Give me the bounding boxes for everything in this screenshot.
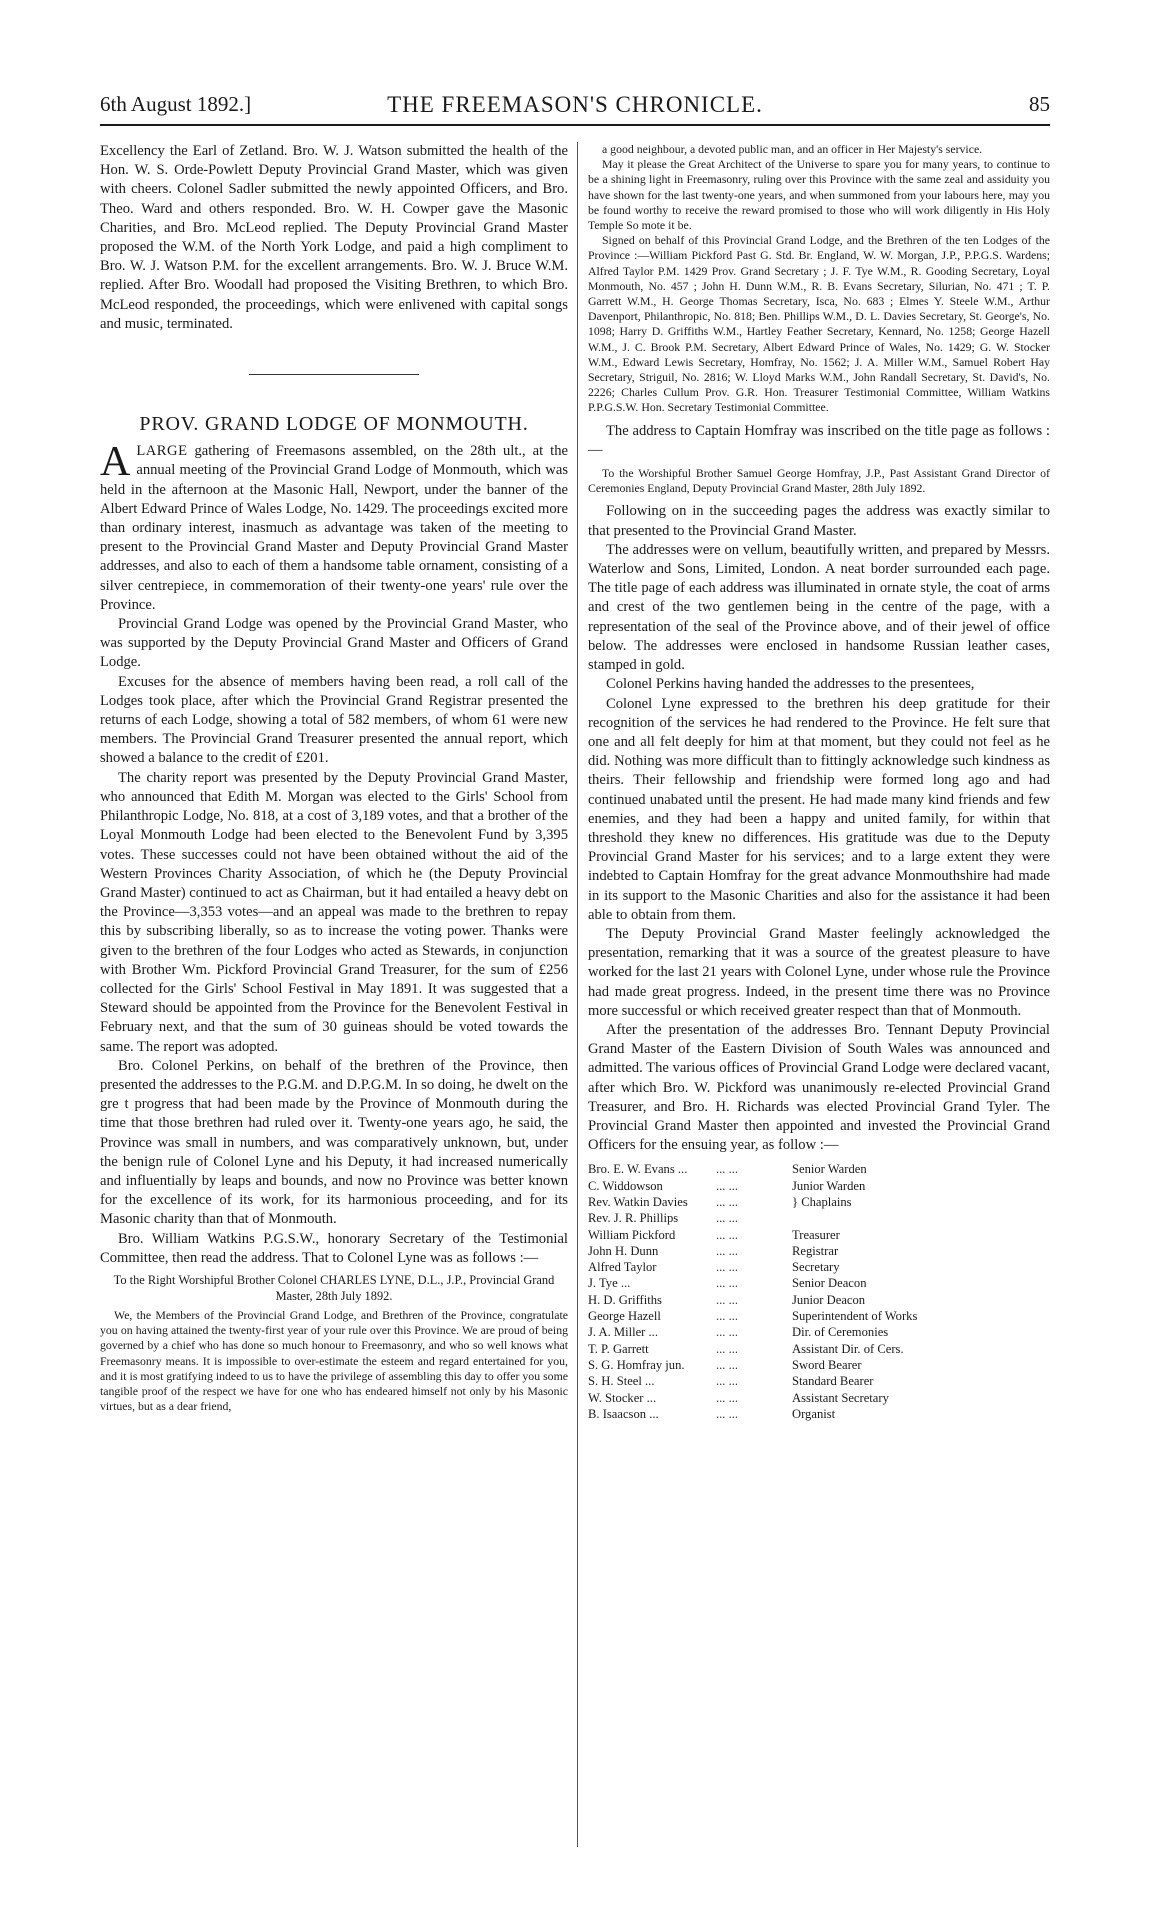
leader-dots: ... ... (716, 1276, 739, 1291)
officer-office: Junior Warden (792, 1178, 866, 1193)
left-column (100, 142, 568, 1414)
officer-row (588, 1292, 1050, 1308)
homfray-heading-block (588, 466, 1050, 496)
officer-office: Senior Warden (792, 1162, 867, 1177)
officer-office (792, 1210, 1050, 1226)
leader-dots: ... ... (716, 1374, 739, 1389)
officer-row (588, 1308, 1050, 1324)
drop-cap: A (100, 439, 131, 486)
article-paragraph: The address to Captain Homfray was inscribed on the title page as follows :— (588, 422, 1050, 458)
leader-dots: ... ... (716, 1243, 739, 1258)
section-separator (249, 374, 419, 375)
officer-name: Bro. E. W. Evans ... (588, 1162, 688, 1177)
officer-name: Alfred Taylor (588, 1260, 657, 1275)
officer-row (588, 1259, 1050, 1275)
right-column (588, 142, 1050, 1422)
leader-dots: ... ... (716, 1162, 739, 1177)
officer-row (588, 1243, 1050, 1259)
officer-name: John H. Dunn (588, 1243, 659, 1258)
section-heading: PROV. GRAND LODGE OF MONMOUTH. (139, 413, 529, 436)
officer-name: S. G. Homfray jun. (588, 1357, 685, 1372)
article-paragraph: The addresses were on vellum, beautifully written, and prepared by Messrs. Waterlow and Sons, Limited, London. A neat border surrounded each page. The title page of each address was illuminated in ornate style, the coat of arms and crest of the two gentlemen being in the centre of the page, with a representation of the seal of the Province above, and of their jewel of office below. The addresses were enclosed in handsome Russian leather cases, stamped in gold. (588, 541, 1050, 674)
lead-paragraph (100, 439, 568, 615)
officer-row (588, 1390, 1050, 1406)
homfray-heading: To the Worshipful Brother Samuel George Homfray, J.P., Past Assistant Grand Director of Ceremonies England, Deputy Provincial Grand Master, 28th July 1892. (588, 466, 1050, 496)
lead-text: gathering of Freemasons assembled, on the 28th ult., at the annual meeting of the Provincial Grand Lodge of Monmouth, which was held in the afternoon at the Masonic Hall, Newport, under the banner of the Albert Edward Prince of Wales Lodge, No. 1429. The proceedings excited more than ordinary interest, inasmuch as advantage was taken of the meeting to present to the Provincial Grand Master and Deputy Provincial Grand Master addresses, and also to each of them a handsome table ornament, consisting of a silver centrepiece, in commemoration of their twenty-one years' rule over the Province. (100, 443, 568, 613)
officer-office: Registrar (792, 1243, 839, 1258)
leader-dots: ... ... (716, 1292, 739, 1307)
officer-office: Junior Deacon (792, 1292, 866, 1307)
address-block (100, 1308, 568, 1414)
leader-dots: ... ... (716, 1325, 739, 1340)
article-paragraph: The charity report was presented by the Deputy Provincial Grand Master, who announced that Edith M. Morgan was elected to the Girls' School from Philanthropic Lodge, No. 818, at a cost of 3,189 votes, and that a brother of the Loyal Monmouth Lodge had been elected to the Benevolent Fund by 3,395 votes. These successes could not have been obtained without the aid of the Western Provinces Charity Association, of which he (the Deputy Provincial Grand Master) continued to act as Chairman, but it had entailed a heavy debt on the Province—3,353 votes—and an appeal was made to the brethren to repay this by subscribing liberally, so as to increase the voting power. Thanks were given to the brethren of the four Lodges who acted as Stewards, in conjunction with Brother Wm. Pickford Provincial Grand Treasurer, for the sum of £256 collected for the Girls' School Festival in May 1891. It was suggested that a Steward should be appointed from the Province for the Benevolent Festival in February next, and that the sum of 30 guineas should be voted towards the same. The report was adopted. (100, 769, 568, 1055)
officer-name: George Hazell (588, 1309, 661, 1324)
page-number: 85 (1029, 92, 1050, 116)
article-paragraph: Provincial Grand Lodge was opened by the Provincial Grand Master, who was supported by the Deputy Provincial Grand Master and Officers of Grand Lodge. (100, 616, 568, 671)
leader-dots: ... ... (716, 1406, 739, 1421)
officer-office: Treasurer (792, 1227, 840, 1242)
column-divider (577, 142, 578, 1847)
leader-dots: ... ... (716, 1309, 739, 1324)
officer-row (588, 1227, 1050, 1243)
officer-office: Organist (792, 1406, 836, 1421)
officer-row (588, 1324, 1050, 1340)
officer-office: Sword Bearer (792, 1357, 862, 1372)
officer-row (588, 1194, 1050, 1210)
officers-list (588, 1161, 1050, 1422)
officer-name: H. D. Griffiths (588, 1292, 662, 1307)
officer-name: T. P. Garrett (588, 1341, 649, 1356)
officer-name: W. Stocker ... (588, 1390, 657, 1405)
officer-office: Dir. of Ceremonies (792, 1325, 889, 1340)
officer-row (588, 1341, 1050, 1357)
address-paragraph: a good neighbour, a devoted public man, and an officer in Her Majesty's service. (602, 142, 983, 156)
article-paragraph: Excuses for the absence of members having been read, a roll call of the Lodges took place, after which the Provincial Grand Registrar presented the returns of each Lodge, showing a total of 582 members, of whom 61 were new members. The Provincial Grand Treasurer presented the annual report, which showed a balance to the credit of £201. (100, 673, 568, 767)
officer-row (588, 1357, 1050, 1373)
article-paragraph: Colonel Perkins having handed the addresses to the presentees, (606, 676, 975, 693)
officer-office: Assistant Secretary (792, 1390, 889, 1405)
article-paragraph: After the presentation of the addresses Bro. Tennant Deputy Provincial Grand Master of the Eastern Division of South Wales was announced and admitted. The various offices of Provincial Grand Lodge were declared vacant, after which Bro. W. Pickford was unanimously re-elected Provincial Grand Treasurer, and Bro. H. Richards was elected Provincial Grand Tyler. The Provincial Grand Master then appointed and invested the Provincial Grand Officers for the ensuing year, as follow :— (588, 1021, 1050, 1154)
leader-dots: ... ... (716, 1227, 739, 1242)
officer-row (588, 1161, 1050, 1177)
signatories-paragraph: Signed on behalf of this Provincial Grand Lodge, and the Brethren of the ten Lodges of the Province :—William Pickford Past G. Std. Br. England, W. W. Morgan, J.P., P.P.G.S. Wardens; Alfred Taylor P.M. 1429 Prov. Grand Secretary ; J. F. Tye W.M., R. Gooding Secretary, Loyal Monmouth, No. 457 ; John H. Dunn W.M., R. B. Evans Secretary, Silurian, No. 471 ; T. P. Garrett W.M., H. George Thomas Secretary, Isca, No. 683 ; Elmes Y. Steele W.M., Arthur Davenport, Philanthropic, No. 818; Ben. Phillips W.M., D. L. Davies Secretary, St. George's, No. 1098; Harry D. Griffiths W.M., Hartley Feather Secretary, Kennard, No. 1258; George Hazell W.M., J. C. Brook P.M. Secretary, Albert Edward Prince of Wales, No. 1429; G. W. Stocker W.M., Edward Lewis Secretary, Homfray, No. 1562; J. A. Miller W.M., Samuel Robert Hay Secretary, Striguil, No. 2816; W. Lloyd Marks W.M., John Randall Secretary, St. David's, No. 2226; Charles Cullum Prov. G.R. Hon. Treasurer Testimonial Committee, William Watkins P.P.G.S.W. Hon. Secretary Testimonial Committee. (588, 233, 1050, 415)
officer-row (588, 1210, 1050, 1226)
leader-dots: ... ... (716, 1260, 739, 1275)
publication-title: THE FREEMASON'S CHRONICLE. (387, 92, 763, 117)
officer-name: Rev. J. R. Phillips (588, 1211, 679, 1226)
officer-office: } Chaplains (792, 1194, 852, 1209)
officer-office: Standard Bearer (792, 1374, 874, 1389)
leader-dots: ... ... (716, 1357, 739, 1372)
officer-row (588, 1275, 1050, 1291)
article-paragraph: The Deputy Provincial Grand Master feelingly acknowledged the presentation, remarking that it was a source of the greatest pleasure to have worked for the last 21 years with Colonel Lyne, under whose rule the Province had made great progress. Indeed, in the present time there was no Province more successful or which received greater respect than that of Monmouth. (588, 925, 1050, 1019)
officer-office: Superintendent of Works (792, 1309, 918, 1324)
officer-name: C. Widdowson (588, 1178, 663, 1193)
officer-name: J. Tye ... (588, 1276, 631, 1291)
address-continued (588, 142, 1050, 416)
officer-name: B. Isaacson ... (588, 1406, 659, 1421)
page-header (100, 90, 1050, 126)
article-paragraph: Bro. Colonel Perkins, on behalf of the brethren of the Province, then presented the addresses to the P.G.M. and D.P.G.M. In so doing, he dwelt on the gre t progress that had been made by the Province of Monmouth during the time that those brethren had ruled over it. Twenty-one years ago, he said, the Province was small in numbers, and was comparatively unknown, but, under the benign rule of Colonel Lyne and his Deputy, it had increased numerically and influentially by leaps and bounds, and now no Province was better known for the excellence of its work, for its harmonious proceeding, and for its Masonic charity than that of Monmouth. (100, 1057, 568, 1228)
officer-row (588, 1178, 1050, 1194)
article-paragraph: Bro. William Watkins P.G.S.W., honorary Secretary of the Testimonial Committee, then read the address. That to Colonel Lyne was as follows :— (100, 1230, 568, 1266)
officer-name: S. H. Steel ... (588, 1374, 655, 1389)
officer-office: Senior Deacon (792, 1276, 867, 1291)
officer-office: Assistant Dir. of Cers. (792, 1341, 904, 1356)
leader-dots: ... ... (716, 1341, 739, 1356)
leader-dots: ... ... (716, 1211, 739, 1226)
address-text: We, the Members of the Provincial Grand Lodge, and Brethren of the Province, congratulate you on having attained the twenty-first year of your rule over this Province. We are proud of being governed by a chief who has done so much honour to Freemasonry, and who so well knows what Freemasonry means. It is impossible to over-estimate the esteem and regard entertained for you, and it is most gratifying indeed to us to have the privilege of assembling this day to offer you some tangible proof of the respect we have for one who has endeared himself not only by his Masonic virtues, but as a dear friend, (100, 1307, 568, 1414)
officer-name: J. A. Miller ... (588, 1325, 658, 1340)
article-paragraph: Following on in the succeeding pages the address was exactly similar to that presented to the Provincial Grand Master. (588, 503, 1050, 539)
officer-row (588, 1373, 1050, 1389)
leader-dots: ... ... (716, 1390, 739, 1405)
address-paragraph: May it please the Great Architect of the Universe to spare you for many years, to continue to be a shining light in Freemasonry, ruling over this Province with the same zeal and assiduity you have shown for the last twenty-one years, and when summoned from your labours here, may you be found worthy to receive the reward promised to those who will work diligently in His Holy Temple So mote it be. (588, 157, 1050, 233)
article-paragraph: Colonel Lyne expressed to the brethren his deep gratitude for their recognition of the services he had rendered to the Province. He felt sure that one and all felt deeply for him at that moment, but they could not feel as he did. Nothing was more difficult than to fittingly acknowledge such kindness as theirs. Their fellowship and friendship were formed long ago and had continued unabated until the present. He had made many kind friends and few enemies, and they had been a happy and united family, for within that threshold they knew no differences. His gratitude was due to the Deputy Provincial Grand Master for his services; and to a large extent they were indebted to Captain Homfray for the great advance Monmouthshire had made in its support to the Masonic Charities and also for the assistance it had been able to obtain from them. (588, 695, 1050, 923)
officer-name: William Pickford (588, 1227, 676, 1242)
intro-paragraph: Excellency the Earl of Zetland. Bro. W. J. Watson submitted the health of the Hon. W. S. Orde-Powlett Deputy Provincial Grand Master, which was given with cheers. Colonel Sadler submitted the newly appointed Officers, and Bro. Theo. Ward and others responded. Bro. W. H. Cowper gave the Masonic Charities, and Bro. McLeod replied. The Deputy Provincial Grand Master proposed the W.M. of the North York Lodge, and paid a high compliment to Bro. W. J. Watson P.M. for the excellent arrangements. Bro. W. J. Bruce W.M. replied. After Bro. Woodall had proposed the Visiting Brethren, to which Bro. McLeod responded, the proceedings, which were enlivened with capital songs and music, terminated. (100, 143, 568, 332)
address-heading: To the Right Worshipful Brother Colonel CHARLES LYNE, D.L., J.P., Provincial Grand Master, 28th July 1892. (113, 1272, 555, 1303)
leader-dots: ... ... (716, 1178, 739, 1193)
issue-date: 6th August 1892.] (100, 92, 252, 116)
lead-caps: LARGE (136, 443, 188, 460)
leader-dots: ... ... (716, 1194, 739, 1209)
officer-row (588, 1406, 1050, 1422)
officer-name: Rev. Watkin Davies (588, 1194, 688, 1209)
officer-office: Secretary (792, 1260, 840, 1275)
